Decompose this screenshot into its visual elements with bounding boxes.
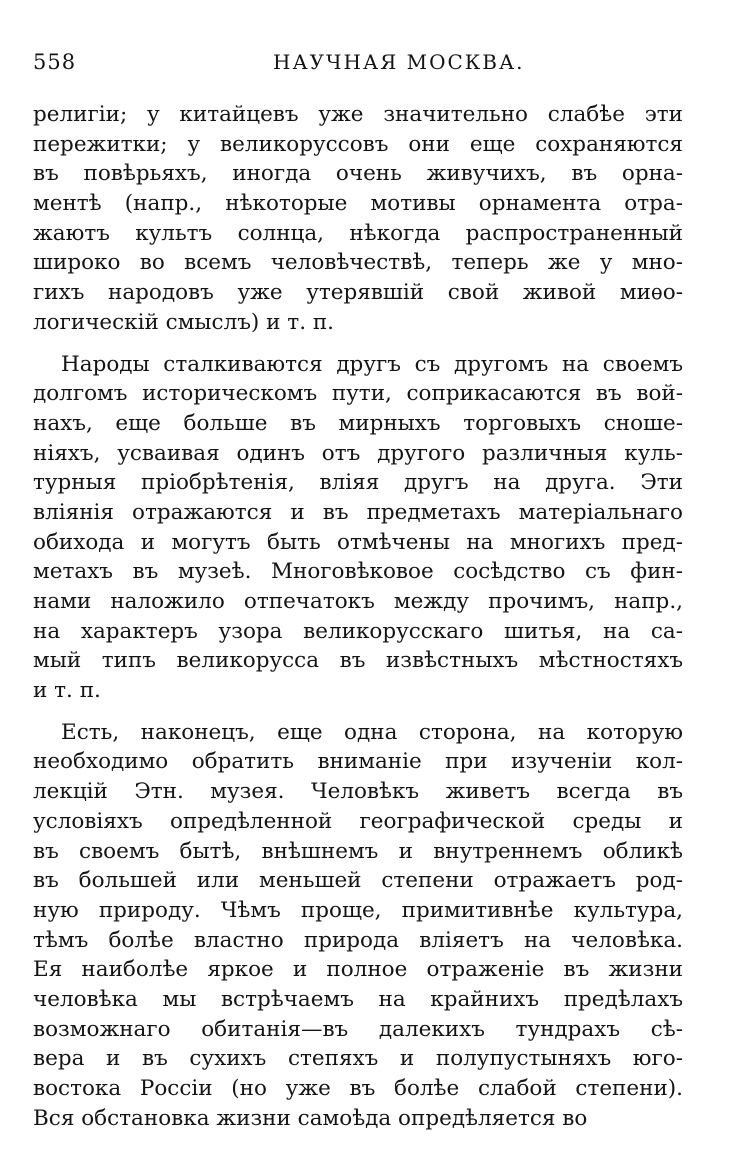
paragraph-gap	[33, 338, 683, 350]
text-line: жаютъ культъ солнца, нѣкогда распространенный	[33, 220, 683, 246]
text-line: возможнаго обитанія—въ далекихъ тундрахъ сѣ-	[33, 1016, 683, 1042]
text-line: Народы сталкиваются другъ съ другомъ на своемъ	[61, 351, 683, 377]
running-title: НАУЧНАЯ МОСКВА.	[273, 50, 525, 74]
text-line: долгомъ историческомъ пути, соприкасаются въ вой-	[33, 381, 683, 407]
page-number: 558	[33, 50, 77, 74]
text-line: ніяхъ, усваивая одинъ отъ другого различныя куль-	[33, 440, 683, 466]
text-line: вліянія отражаются и въ предметахъ матеріальнаго	[33, 499, 683, 525]
text-line: Есть, наконецъ, еще одна сторона, на которую	[61, 719, 683, 745]
text-line: и т. п.	[33, 678, 101, 704]
text-line: въ большей или меньшей степени отражаетъ род-	[33, 868, 683, 894]
text-line: религіи; у китайцевъ уже значительно слабѣе эти	[33, 102, 683, 127]
text-line: необходимо обратить вниманіе при изученіи кол-	[33, 749, 683, 775]
paragraph	[33, 350, 683, 706]
text-line: нахъ, еще больше въ мирныхъ торговыхъ сноше-	[33, 410, 683, 436]
text-line: ную природу. Чѣмъ проще, примитивнѣе культура,	[33, 897, 683, 923]
text-line: гихъ народовъ уже утерявшій свой живой миѳо-	[33, 280, 683, 306]
body-text	[33, 100, 683, 1133]
text-line: мый типъ великорусса въ извѣстныхъ мѣстностяхъ	[33, 648, 683, 674]
paragraph	[33, 718, 683, 1134]
text-line: ментѣ (напр., нѣкоторые мотивы орнамента отра-	[33, 191, 683, 217]
text-line: условіяхъ опредѣленной географической среды и	[33, 808, 683, 834]
text-line: человѣка мы встрѣчаемъ на крайнихъ предѣлахъ	[33, 986, 683, 1012]
text-line: тѣмъ болѣе властно природа вліяетъ на человѣка.	[33, 927, 683, 953]
text-line: пережитки; у великоруссовъ они еще сохраняются	[33, 131, 683, 157]
text-line: турныя пріобрѣтенія, вліяя другъ на друга. Эти	[33, 470, 683, 496]
text-line: метахъ въ музеѣ. Многовѣковое сосѣдство съ фин-	[33, 559, 683, 585]
text-line: логическій смыслъ) и т. п.	[33, 309, 335, 335]
page-header	[33, 50, 683, 82]
text-line: широко во всемъ человѣчествѣ, теперь же у мно-	[33, 250, 683, 276]
text-line: нами наложило отпечатокъ между прочимъ, напр.,	[33, 589, 683, 614]
text-line: Вся обстановка жизни самоѣда опредѣляется во	[33, 1105, 588, 1131]
text-line: вера и въ сухихъ степяхъ и полупустыняхъ юго-	[33, 1046, 683, 1072]
text-line: въ повѣрьяхъ, иногда очень живучихъ, въ орна-	[33, 161, 683, 187]
text-line: востока Россіи (но уже въ болѣе слабой степени).	[33, 1076, 683, 1101]
text-line: обихода и могутъ быть отмѣчены на многихъ пред-	[33, 529, 683, 555]
paragraph	[33, 100, 683, 338]
text-line: въ своемъ бытѣ, внѣшнемъ и внутреннемъ обликѣ	[33, 838, 683, 864]
text-line: лекцій Этн. музея. Человѣкъ живетъ всегда въ	[33, 779, 683, 805]
text-line: Ея наиболѣе яркое и полное отраженіе въ жизни	[33, 957, 683, 983]
text-line: на характеръ узора великорусскаго шитья, на са-	[33, 618, 683, 644]
paragraph-gap	[33, 706, 683, 718]
